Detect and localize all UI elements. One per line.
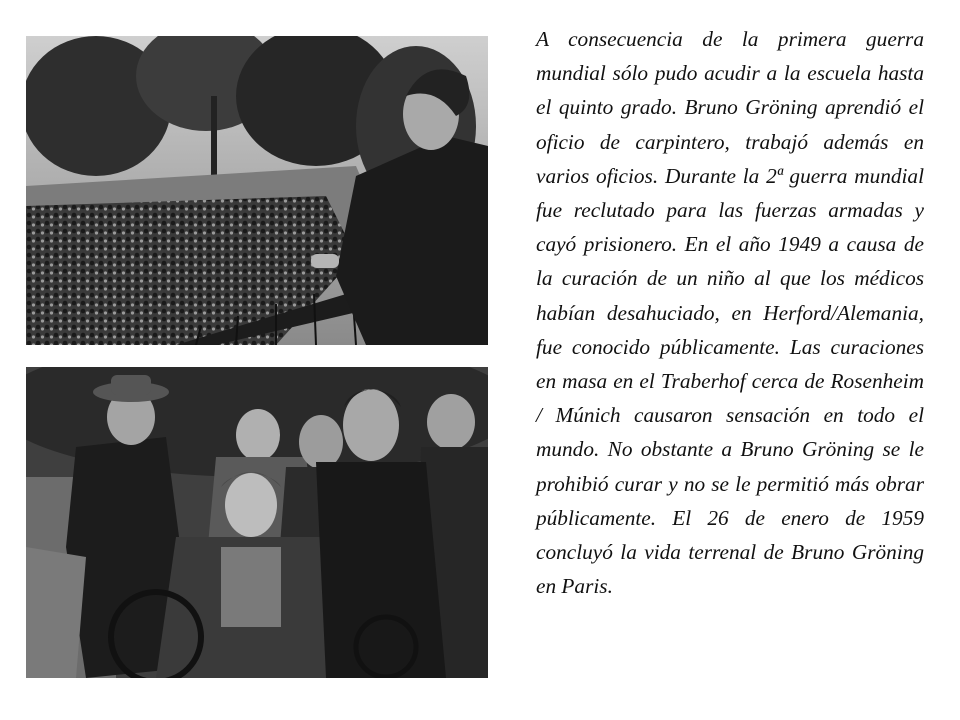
biography-paragraph: A consecuencia de la primera guerra mundial sólo pudo acudir a la escuela hasta el quinto grado. Bruno Gröning aprendió el oficio de carpintero, trabajó además en varios oficios. Durante la 2ª guerra mundial fue reclutado para las fuerzas armadas y cayó prisionero. En el año 1949 a causa de la curación de un niño al que los médicos habían desahuciado, en Herford/Alemania, fue conocido públicamente. Las curaciones en masa en el Traberhof cerca de Rosenheim / Múnich causaron sensación en todo el mundo. No obstante a Bruno Gröning se le prohibió curar y no se le permitió más obrar públicamente. El 26 de enero de 1959 concluyó la vida terrenal de Bruno Gröning en Paris. [536,27,924,599]
photo-healing-group [26,367,488,678]
photo-balcony-crowd [26,36,488,345]
healing-group-illustration [26,367,488,678]
balcony-crowd-illustration [26,36,488,345]
